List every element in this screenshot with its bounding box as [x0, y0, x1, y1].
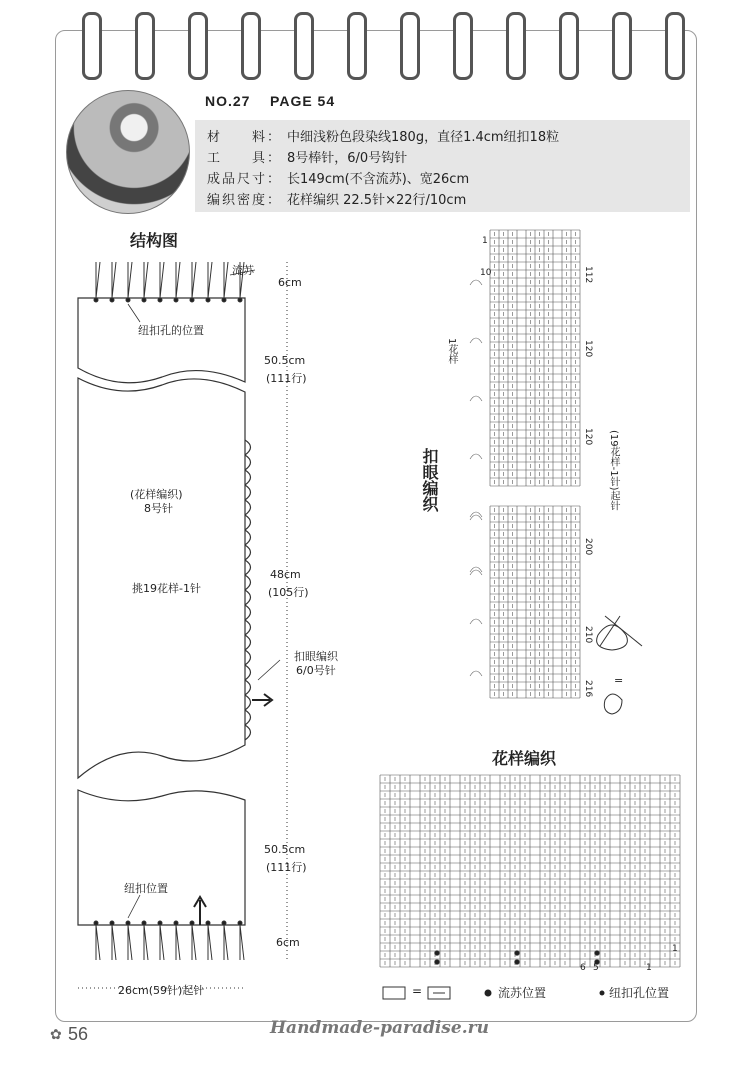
page-number: 56 [68, 1024, 89, 1044]
symbol-equals: = [614, 674, 624, 687]
legend-buttonhole: 纽扣孔位置 [609, 986, 670, 1000]
pattern-row-1: 1 [672, 944, 678, 954]
edge-start-label: (19花样-1针)起针 [608, 430, 619, 511]
pattern-col-5: 5 [593, 963, 599, 973]
pattern-number: NO.27 [205, 93, 251, 109]
legend-equals: = [412, 984, 423, 998]
button-position-label: 纽扣位置 [124, 882, 168, 895]
middle-section-length: 48cm [270, 568, 301, 581]
top-fringe-length: 6cm [278, 276, 302, 289]
top-section-rows: (111行) [266, 372, 307, 385]
pattern-col-1: 1 [646, 963, 652, 973]
watermark: Handmade-paradise.ru [270, 1018, 489, 1038]
spec-size: 成品尺寸： 长149cm(不含流苏)、宽26cm [207, 172, 470, 187]
needle-size-label: 8号针 [144, 502, 173, 515]
spec-materials: 材 料： 中细浅粉色段染线180g，直径1.4cm纽扣18粒 [207, 130, 560, 145]
top-section-length: 50.5cm [264, 354, 306, 367]
edge-left-1: 1 [482, 236, 488, 246]
bottom-section-rows: (111行) [266, 861, 307, 874]
hook-size-label: 6/0号针 [296, 664, 336, 677]
fringe-label: 流苏 [232, 264, 254, 277]
bottom-fringe-length: 6cm [276, 936, 300, 949]
edge-row-112: 112 [583, 266, 593, 284]
flower-icon: ✿ [50, 1027, 62, 1043]
edge-row-120a: 120 [583, 340, 593, 358]
bottom-section-length: 50.5cm [264, 843, 306, 856]
edge-left-10: 10 [480, 268, 492, 278]
spec-gauge: 编织密度： 花样编织 22.5针×22行/10cm [207, 193, 467, 208]
buttonhole-position-label: 纽扣孔的位置 [138, 324, 204, 337]
middle-section-rows: (105行) [268, 586, 309, 599]
legend-fringe: 流苏位置 [498, 986, 547, 1000]
edge-row-200: 200 [583, 538, 593, 556]
edge-row-120b: 120 [583, 428, 593, 446]
pickup-label: 挑19花样-1针 [132, 582, 201, 595]
pattern-chart-title: 花样编织 [492, 749, 557, 768]
edge-chart-title: 扣眼编织 [420, 448, 439, 512]
repeat-label: 1花样 [446, 338, 457, 365]
page-reference: PAGE 54 [270, 93, 336, 109]
edge-stitch-label: 扣眼编织 [294, 650, 338, 663]
edge-row-216: 216 [583, 680, 593, 698]
edge-row-210: 210 [583, 626, 593, 644]
spec-tools: 工 具： 8号棒针，6/0号钩针 [207, 151, 408, 166]
structure-title: 结构图 [130, 231, 179, 250]
pattern-stitch-label: (花样编织) [130, 488, 183, 501]
pattern-col-6: 6 [580, 963, 586, 973]
cast-on-label: 26cm(59针)起针 [118, 984, 205, 997]
